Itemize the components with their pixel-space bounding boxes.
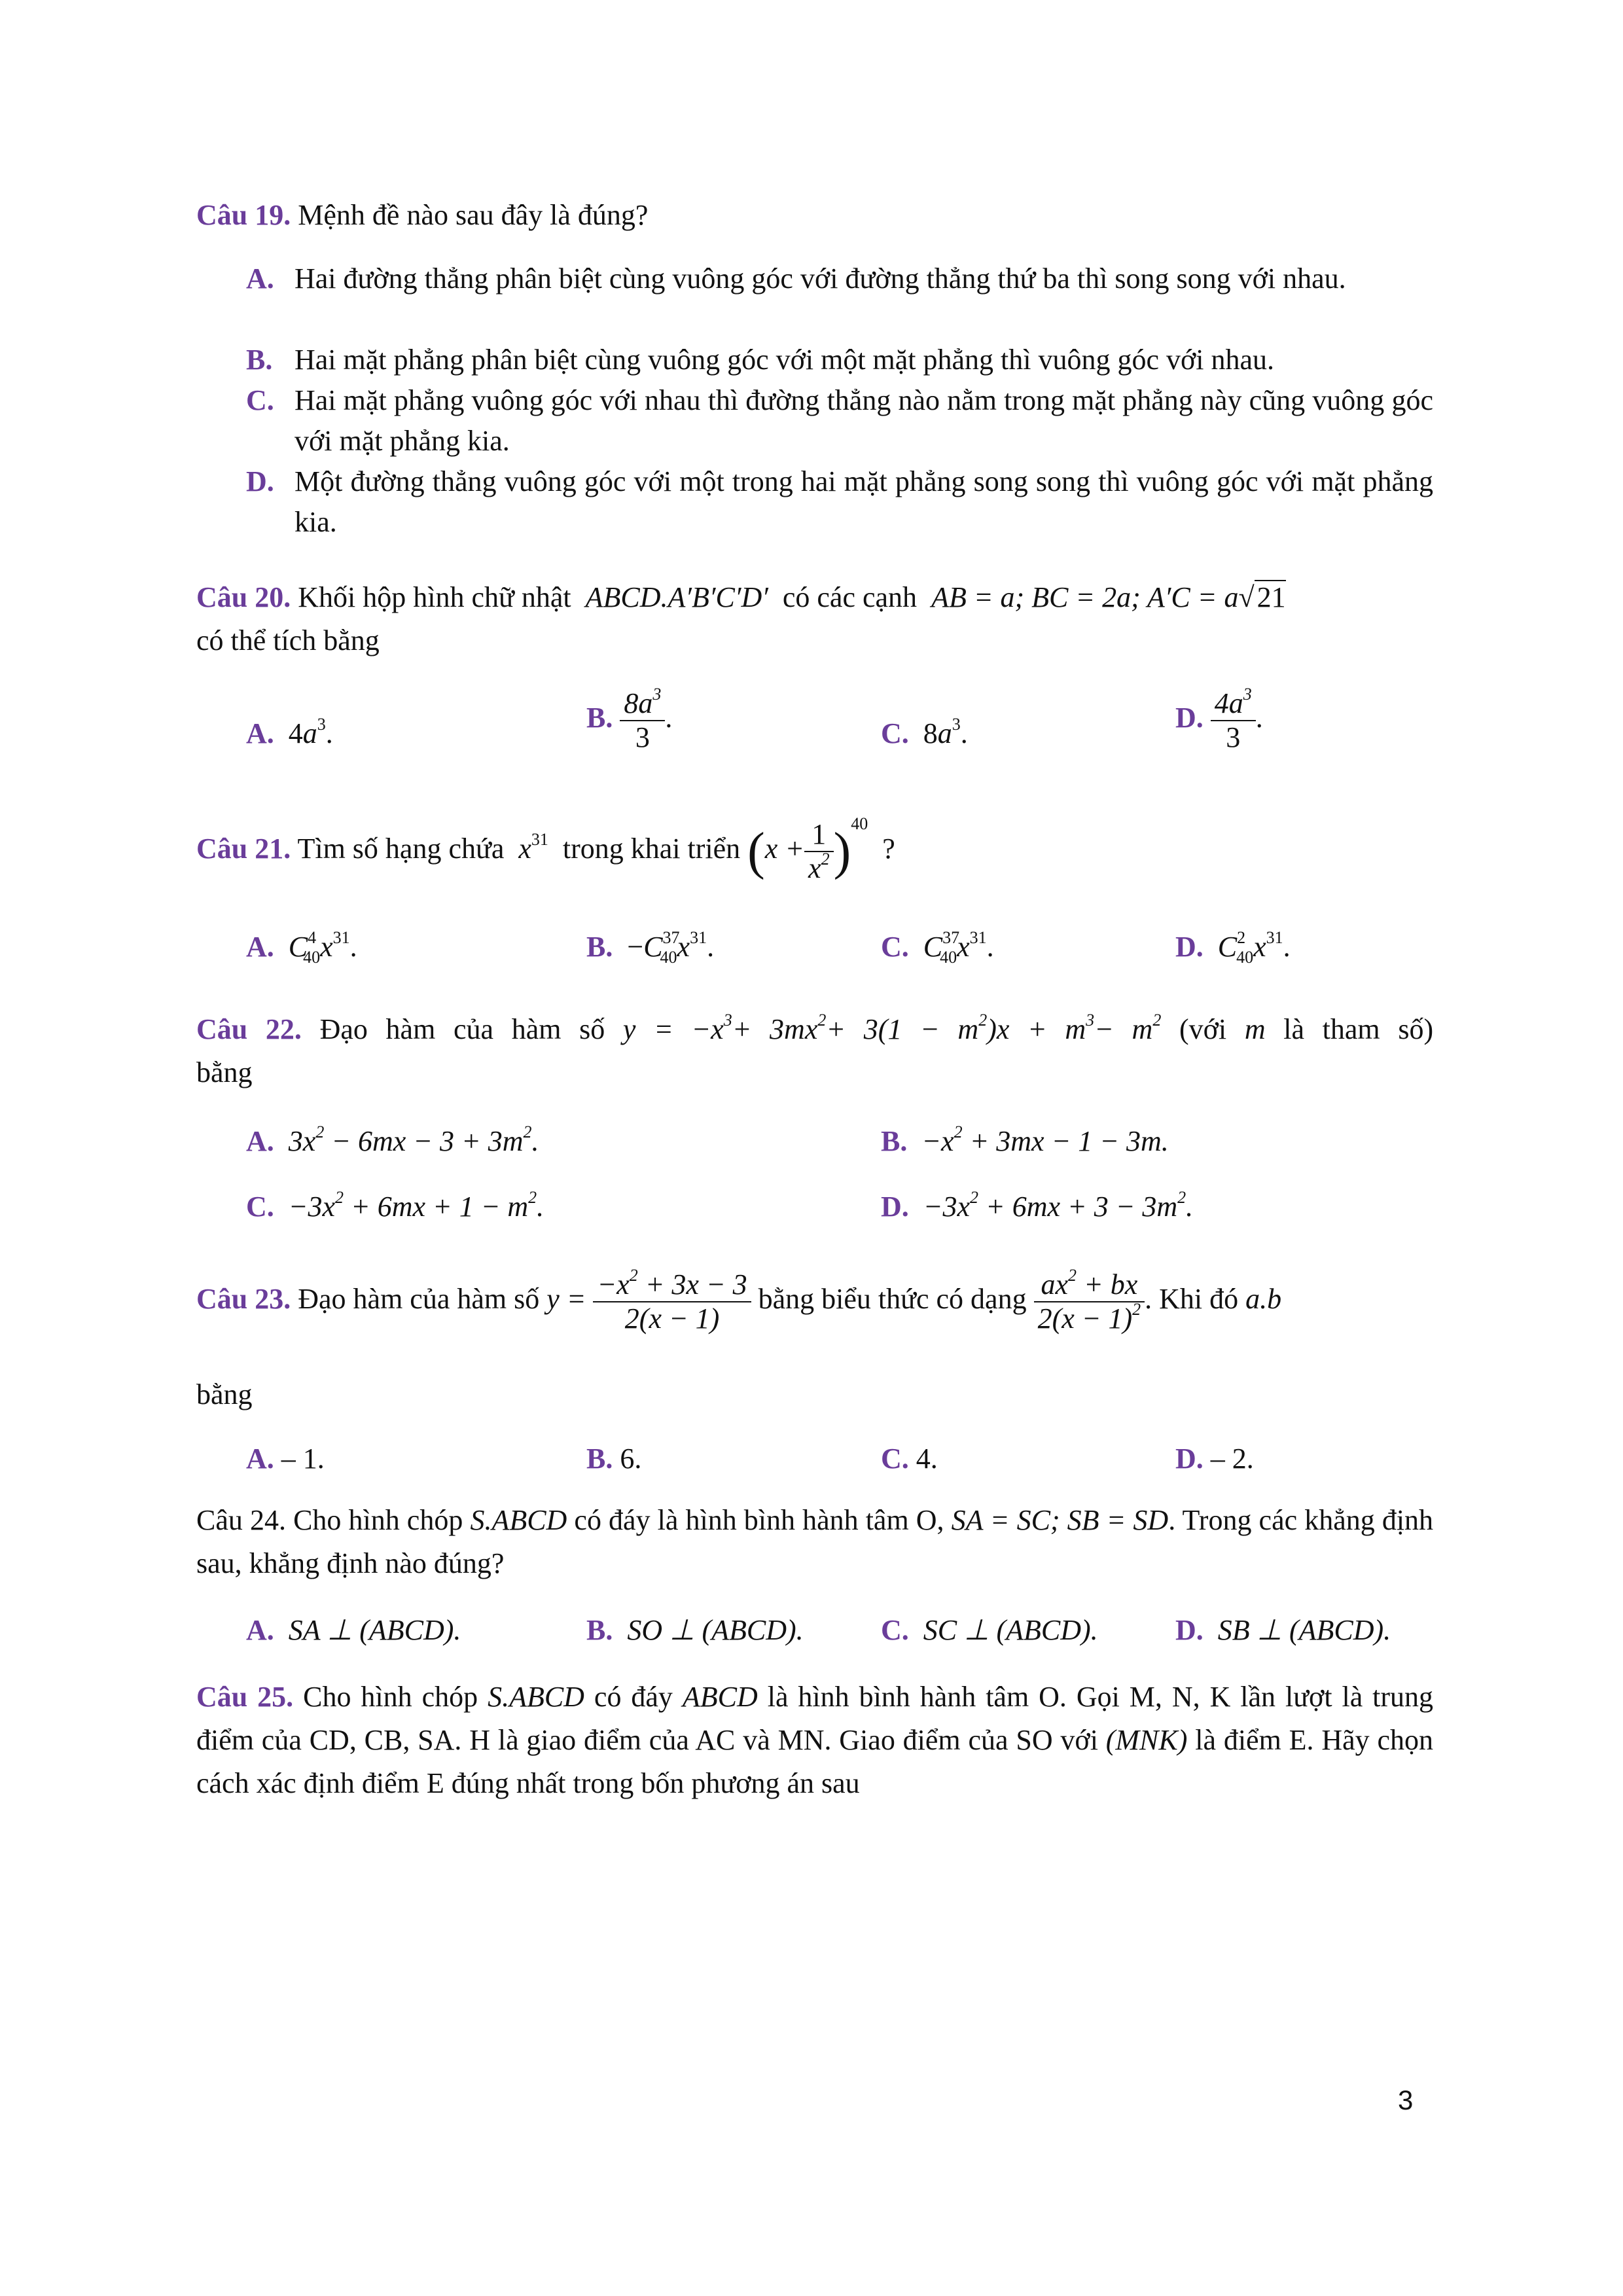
math: S.ABCD [470, 1504, 567, 1536]
math-exp: 2 [1152, 1011, 1162, 1030]
math-exp: 2 [528, 1188, 537, 1207]
frac-den: 2(x − 1) [624, 1302, 720, 1335]
option-letter: B. [586, 931, 613, 963]
q22-option-c[interactable] [246, 1187, 544, 1227]
option-text: – 1. [281, 1443, 325, 1475]
option-letter: D. [1175, 931, 1204, 963]
q24-option-a[interactable] [246, 1610, 461, 1651]
binom-indices [1237, 927, 1253, 967]
math-sub: 40 [1236, 948, 1254, 967]
question-text: là hình bình hành tâm O. Gọi M, N, K lần lượt là trung điểm của CD, CB, SA. H là giao điểm của AC và MN. Giao điểm của SO với [196, 1681, 1434, 1756]
math: m [1244, 1013, 1266, 1045]
q22-option-a[interactable] [246, 1121, 539, 1162]
question-text: Khối hộp hình chữ nhật [298, 581, 571, 613]
math: S.ABCD [488, 1681, 584, 1713]
math-fraction [1211, 687, 1256, 754]
math-exp: 2 [1177, 1188, 1186, 1207]
math: −x [921, 1125, 954, 1157]
math: . [531, 1125, 539, 1157]
math-exp: 2 [978, 1011, 988, 1030]
math-exp: 3 [952, 715, 961, 734]
question-text: . Khi đó [1145, 1283, 1239, 1315]
q23-option-b[interactable] [586, 1439, 641, 1479]
option-letter: C. [881, 931, 909, 963]
option-letter: B. [586, 1443, 613, 1475]
math-exp: 3 [1243, 685, 1252, 704]
math-exp: 2 [821, 850, 830, 869]
option-text: 6. [620, 1443, 642, 1475]
q23-option-d[interactable] [1175, 1439, 1254, 1479]
math: −3x [288, 1191, 336, 1223]
option-letter: A. [246, 1443, 274, 1475]
math: + 6mx + 3 − 3m [978, 1191, 1178, 1223]
math-exp: 2 [629, 1265, 638, 1285]
question-text: Mệnh đề nào sau đây là đúng? [298, 199, 649, 231]
math: SA = SC; SB = SD [951, 1504, 1169, 1536]
q24-option-d[interactable] [1175, 1610, 1391, 1651]
question-label: Câu 24. [196, 1504, 286, 1536]
option-text: Hai mặt phẳng vuông góc với nhau thì đường thẳng nào nằm trong mặt phẳng này cũng vuông góc với mặt phẳng kia. [294, 384, 1433, 457]
option-letter: B. [246, 344, 273, 376]
q21-option-c[interactable] [881, 927, 994, 967]
question-22-cont [196, 1051, 1433, 1094]
math-exp: 2 [970, 1188, 979, 1207]
math: . [986, 931, 994, 963]
option-letter: A. [246, 931, 274, 963]
binom-indices [303, 927, 321, 967]
math: )x + m [987, 1013, 1086, 1045]
option-letter: A. [246, 717, 274, 749]
binom-indices [940, 927, 960, 967]
option-letter: B. [586, 702, 613, 734]
math-exp: 37 [942, 928, 960, 947]
math: . [325, 717, 333, 749]
option-text: Hai đường thẳng phân biệt cùng vuông góc với đường thẳng thứ ba thì song song với nhau. [294, 262, 1346, 295]
option-text: SB ⊥ (ABCD). [1217, 1614, 1391, 1646]
math: −3x [923, 1191, 971, 1223]
math: + 3mx [732, 1013, 818, 1045]
math-exp: 3 [723, 1011, 732, 1030]
math-exp: 31 [969, 928, 987, 947]
math: − m [1094, 1013, 1153, 1045]
q23-option-c[interactable] [881, 1439, 938, 1479]
math-function [623, 1013, 1161, 1045]
q20-option-d[interactable] [1175, 687, 1263, 754]
q21-option-d[interactable] [1175, 927, 1291, 967]
math-sqrt: 21 [1255, 580, 1286, 613]
question-text: có đáy [594, 1681, 673, 1713]
math-fraction [620, 687, 665, 754]
frac-den: 2(x − 1) [1037, 1302, 1133, 1335]
math: . [1283, 931, 1291, 963]
question-text: . Trong các khẳng định sau, khẳng định nào đúng? [196, 1504, 1434, 1579]
math: . [1255, 702, 1263, 734]
q21-option-a[interactable] [246, 927, 357, 967]
option-letter: C. [246, 384, 274, 416]
question-text: Cho hình chóp [293, 1504, 463, 1536]
question-text: bằng [196, 1378, 253, 1410]
option-letter: C. [881, 1443, 909, 1475]
option-letter: D. [1175, 702, 1204, 734]
math-fraction [804, 818, 834, 885]
math-exp: 2 [1132, 1299, 1141, 1319]
math-exp: 31 [1266, 928, 1283, 947]
math: . [665, 702, 673, 734]
math-exp: 40 [851, 814, 868, 834]
math-exp: 3 [1086, 1011, 1095, 1030]
math: a [937, 717, 952, 749]
option-letter: D. [1175, 1614, 1204, 1646]
option-letter: A. [246, 262, 274, 295]
option-letter: B. [586, 1614, 613, 1646]
q23-option-a[interactable] [246, 1439, 325, 1479]
math-sub: 40 [303, 948, 321, 967]
question-text: Đạo hàm của hàm số [319, 1013, 605, 1045]
question-text: có các cạnh [782, 581, 918, 613]
q22-option-b[interactable] [881, 1121, 1169, 1162]
frac-num: 8a [624, 687, 653, 719]
question-label: Câu 19. [196, 199, 291, 231]
question-text: có đáy là hình bình hành tâm O, [574, 1504, 944, 1536]
question-text: Cho hình chóp [303, 1681, 478, 1713]
q20-option-b[interactable] [586, 687, 672, 754]
question-23-cont [196, 1373, 1433, 1416]
math: 4 [288, 717, 303, 749]
question-22 [196, 1008, 1433, 1051]
option-letter: C. [881, 1614, 909, 1646]
q21-option-b[interactable] [586, 927, 714, 967]
option-letter: D. [246, 465, 274, 497]
math: . [707, 931, 715, 963]
q19-option-b[interactable] [246, 340, 1433, 380]
q19-option-d[interactable] [246, 461, 1433, 543]
question-text: là tham số) [1283, 1013, 1434, 1045]
q20-option-c[interactable] [881, 713, 968, 754]
frac-den: x [808, 852, 821, 884]
math: + 6mx + 1 − m [344, 1191, 529, 1223]
question-text: trong khai triển [562, 833, 741, 865]
question-text: bằng [196, 1056, 253, 1088]
q22-option-d[interactable] [881, 1187, 1193, 1227]
question-label: Câu 25. [196, 1681, 294, 1713]
question-text: Đạo hàm của hàm số [298, 1283, 540, 1315]
math-edges: AB = a; BC = 2a; A′C = a [931, 581, 1239, 613]
math-exp: 4 [308, 928, 317, 947]
math: . [349, 931, 357, 963]
math: . [537, 1191, 544, 1223]
math: . [960, 717, 968, 749]
frac-num: + bx [1084, 1268, 1138, 1300]
math-fraction [1034, 1265, 1145, 1335]
question-label: Câu 20. [196, 581, 291, 613]
frac-den: 3 [1226, 721, 1241, 753]
option-text: SA ⊥ (ABCD). [288, 1614, 461, 1646]
option-letter: B. [881, 1125, 908, 1157]
math: 8 [923, 717, 938, 749]
q24-option-c[interactable] [881, 1610, 1098, 1651]
question-19 [196, 194, 1433, 237]
math: ABCD [682, 1681, 758, 1713]
math: a [302, 717, 317, 749]
question-text: Tìm số hạng chứa [297, 833, 505, 865]
math: (MNK) [1105, 1724, 1188, 1756]
option-letter: A. [246, 1614, 274, 1646]
frac-num: ax [1041, 1268, 1068, 1300]
math: x + [764, 833, 805, 865]
math-exp: 37 [662, 928, 680, 947]
question-21 [196, 814, 1433, 885]
option-text: Hai mặt phẳng phân biệt cùng vuông góc với một mặt phẳng thì vuông góc với nhau. [294, 344, 1275, 376]
option-text: SC ⊥ (ABCD). [923, 1614, 1098, 1646]
frac-num: 4a [1214, 687, 1243, 719]
frac-den: 3 [635, 721, 650, 753]
math-sub: 40 [940, 948, 957, 967]
left-paren: ( [747, 823, 765, 880]
option-letter: D. [881, 1191, 909, 1223]
math: + 3mx − 1 − 3m. [962, 1125, 1169, 1157]
math-exp: 2 [1237, 928, 1246, 947]
math: C [288, 931, 308, 963]
frac-num: + 3x − 3 [645, 1268, 747, 1300]
math: y = [546, 1283, 586, 1315]
option-letter: D. [1175, 1443, 1204, 1475]
question-text: bằng biểu thức có dạng [758, 1283, 1027, 1315]
question-text: (với [1179, 1013, 1227, 1045]
option-letter: A. [246, 1125, 274, 1157]
right-paren: ) [833, 823, 851, 880]
question-label: Câu 23. [196, 1283, 291, 1315]
math-exp: 3 [317, 715, 326, 734]
question-25 [196, 1676, 1433, 1805]
question-text: có thể tích bằng [196, 624, 380, 656]
question-24 [196, 1499, 1433, 1585]
math-solid: ABCD.A′B′C′D′ [585, 581, 768, 613]
math: x [957, 931, 970, 963]
question-label: Câu 22. [196, 1013, 302, 1045]
option-text: – 2. [1210, 1443, 1254, 1475]
question-label: Câu 21. [196, 833, 291, 865]
math-exp: 31 [332, 928, 350, 947]
option-letter: C. [881, 717, 909, 749]
question-20: Câu 20. Khối hộp hình chữ nhật ABCD.A′B′C′D′ có các cạnh AB = a; BC = 2a; A′C = a√21 có thể tích bằng [196, 581, 1286, 656]
math: x [1253, 931, 1266, 963]
math: C [1217, 931, 1238, 963]
math-exp: 3 [652, 685, 662, 704]
math: x [677, 931, 690, 963]
math: . [1186, 1191, 1194, 1223]
question-23 [196, 1263, 1433, 1335]
math-exp: 31 [531, 830, 548, 850]
math: a.b [1245, 1283, 1282, 1315]
question-text: là điểm E. Hãy chọn cách xác định điểm E đúng nhất trong bốn phương án sau [196, 1724, 1433, 1799]
math-exp: 2 [1068, 1265, 1077, 1285]
math: x [518, 833, 531, 865]
binom-indices [660, 927, 680, 967]
option-text: Một đường thẳng vuông góc với một trong hai mặt phẳng song song thì vuông góc với mặt phẳng kia. [294, 465, 1433, 538]
math: C [923, 931, 943, 963]
math-exp: 2 [954, 1122, 963, 1141]
math: − 6mx − 3 + 3m [324, 1125, 524, 1157]
page-number: 3 [1398, 2085, 1414, 2115]
math-fraction [593, 1265, 751, 1335]
math-sub: 40 [660, 948, 677, 967]
math-exp: 2 [817, 1011, 827, 1030]
q19-option-c[interactable] [246, 380, 1433, 461]
q19-option-a[interactable] [246, 259, 1433, 299]
q20-option-a[interactable] [246, 713, 333, 754]
option-letter: C. [246, 1191, 274, 1223]
math: x [320, 931, 333, 963]
math-exp: 31 [690, 928, 707, 947]
math: y = −x [622, 1013, 724, 1045]
q24-option-b[interactable] [586, 1610, 804, 1651]
math: + 3(1 − m [826, 1013, 979, 1045]
frac-num: 1 [804, 818, 834, 852]
option-text: SO ⊥ (ABCD). [627, 1614, 804, 1646]
math: − [627, 931, 644, 963]
frac-num: −x [597, 1268, 630, 1300]
math: C [643, 931, 663, 963]
math-exp: 2 [335, 1188, 344, 1207]
math-exp: 2 [523, 1122, 532, 1141]
question-text: ? [882, 833, 895, 865]
math-exp: 2 [315, 1122, 325, 1141]
math: 3x [288, 1125, 316, 1157]
option-text: 4. [916, 1443, 938, 1475]
